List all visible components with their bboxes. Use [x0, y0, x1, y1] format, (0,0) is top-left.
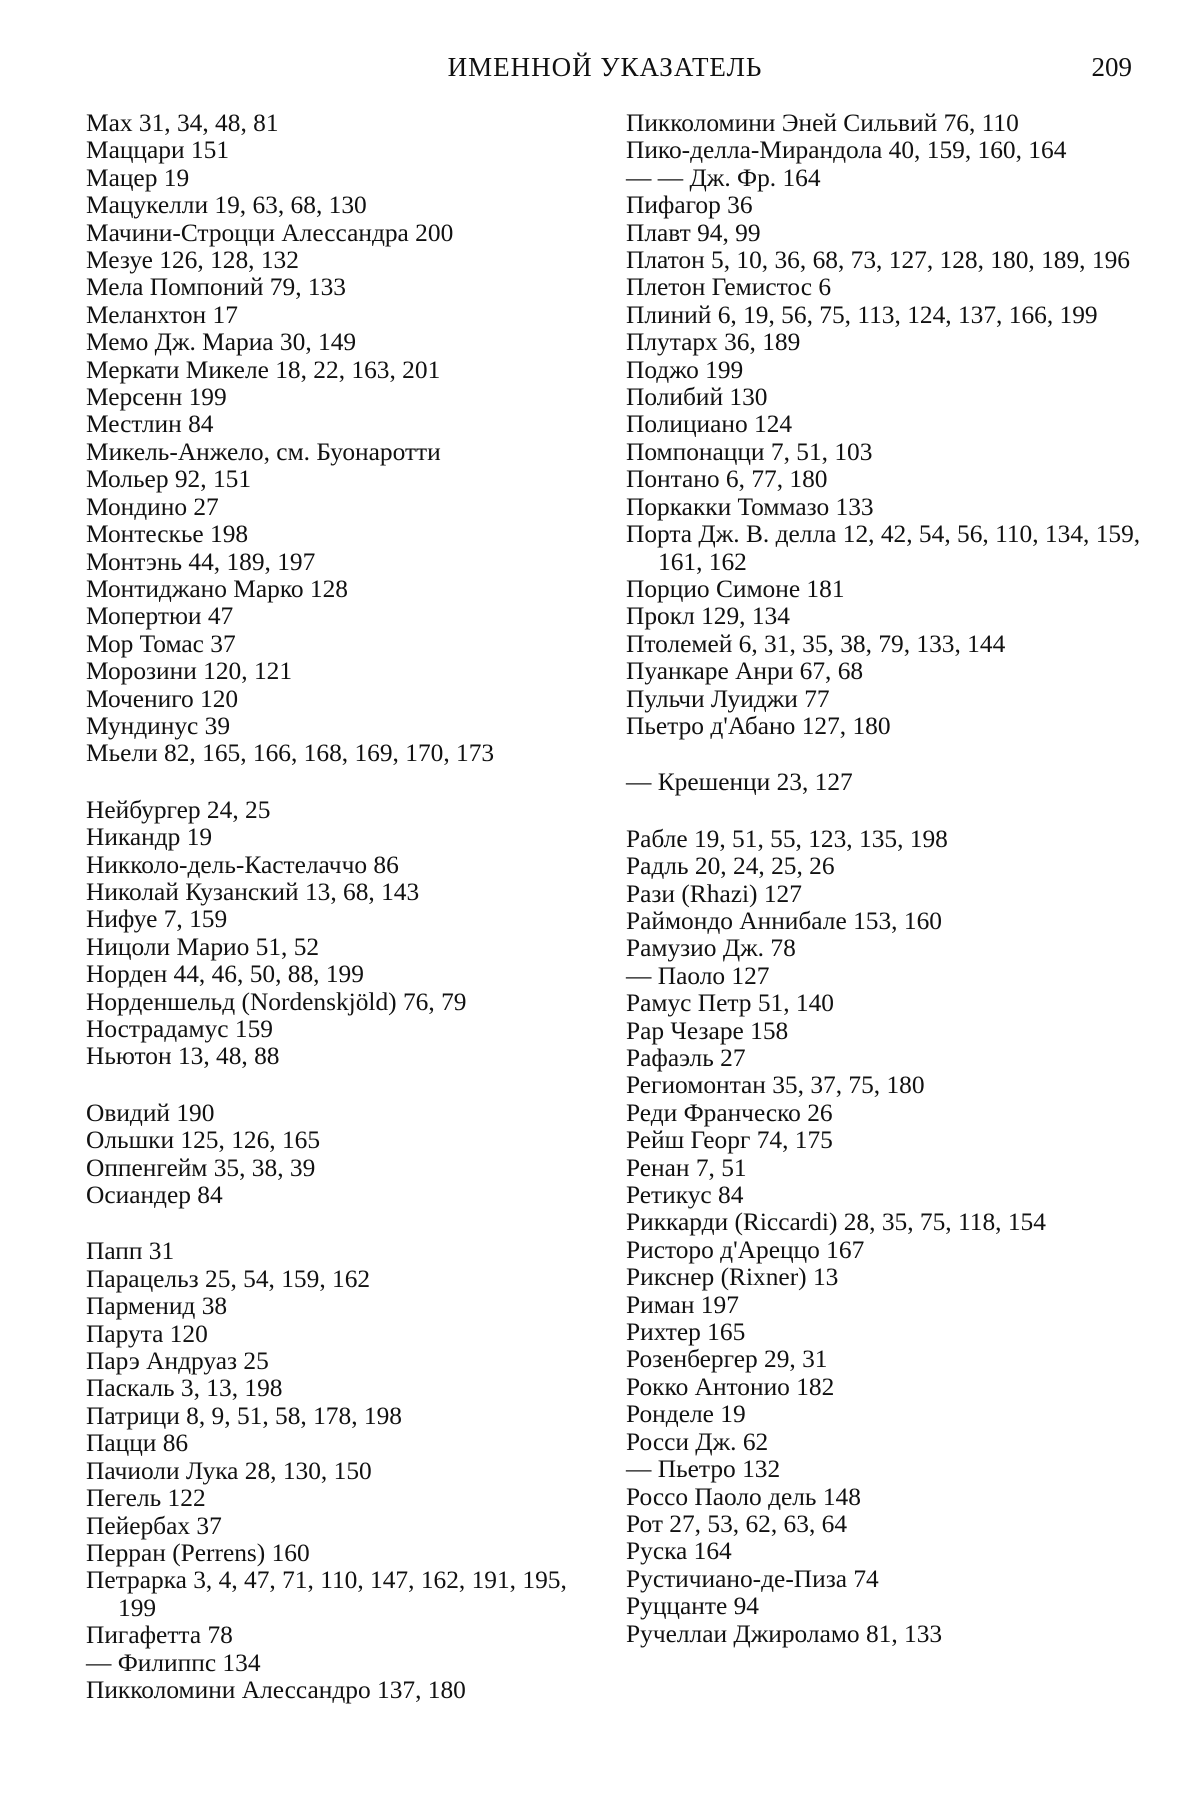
index-entry: Петрарка 3, 4, 47, 71, 110, 147, 162, 191, 195, 199 [86, 1566, 567, 1622]
index-entry: — Филиппс 134 [86, 1648, 261, 1677]
index-entry: Рабле 19, 51, 55, 123, 135, 198 [626, 824, 948, 853]
index-column-left [86, 110, 606, 1704]
index-entry: Пуанкаре Анри 67, 68 [626, 657, 864, 686]
index-entry: Ристоро д'Ареццо 167 [626, 1235, 865, 1264]
index-entry: Полициано 124 [626, 410, 793, 439]
index-entry: Ницоли Марио 51, 52 [86, 932, 320, 961]
index-entry: Ольшки 125, 126, 165 [86, 1126, 321, 1155]
index-entry: Мерсенн 199 [86, 383, 227, 412]
index-entry: Риккарди (Riccardi) 28, 35, 75, 118, 154 [626, 1208, 1046, 1237]
index-entry: Помпонацци 7, 51, 103 [626, 437, 873, 466]
index-entry: Пачиоли Лука 28, 130, 150 [86, 1456, 372, 1485]
index-entry: Овидий 190 [86, 1098, 215, 1127]
index-entry: Мопертюи 47 [86, 602, 234, 631]
index-entry: Мор Томас 37 [86, 629, 236, 658]
index-entry: Пьетро д'Абано 127, 180 [626, 711, 891, 740]
index-entry: Пифагор 36 [626, 191, 753, 220]
index-entry: Пикколомини Алессандро 137, 180 [86, 1675, 466, 1704]
index-entry: Раймондо Аннибале 153, 160 [626, 906, 942, 935]
index-entry: Никандр 19 [86, 823, 213, 852]
index-entry: — — Дж. Фр. 164 [626, 163, 821, 192]
index-entry: — Крешенци 23, 127 [626, 768, 853, 797]
index-entry: Ручеллаи Джироламо 81, 133 [626, 1619, 943, 1648]
index-entry: Мела Помпоний 79, 133 [86, 273, 346, 302]
index-entry: Ретикус 84 [626, 1181, 744, 1210]
index-entry: Пико-делла-Мирандола 40, 159, 160, 164 [626, 136, 1067, 165]
index-entry: Плетон Гемистос 6 [626, 273, 832, 302]
index-entry: Нейбургер 24, 25 [86, 795, 271, 824]
index-entry: Меркати Микеле 18, 22, 163, 201 [86, 355, 441, 384]
index-entry: Меланхтон 17 [86, 300, 238, 329]
index-entry: Рази (Rhazi) 127 [626, 879, 802, 908]
index-entry: Норденшельд (Nordenskjöld) 76, 79 [86, 987, 467, 1016]
index-entry: Рамус Петр 51, 140 [626, 989, 834, 1018]
index-entry: Рихтер 165 [626, 1318, 746, 1347]
index-entry: Поркакки Томмазо 133 [626, 492, 874, 521]
index-entry: Рейш Георг 74, 175 [626, 1126, 833, 1155]
index-entry: Понтано 6, 77, 180 [626, 465, 828, 494]
index-entry: Пейербах 37 [86, 1511, 222, 1540]
index-entry: Николай Кузанский 13, 68, 143 [86, 877, 420, 906]
index-entry: Мьели 82, 165, 166, 168, 169, 170, 173 [86, 739, 495, 768]
index-entry: Оппенгейм 35, 38, 39 [86, 1153, 316, 1182]
index-entry: Поджо 199 [626, 355, 744, 384]
index-entry: Птолемей 6, 31, 35, 38, 79, 133, 144 [626, 629, 1006, 658]
running-header [80, 52, 1130, 92]
index-entry: Ньютон 13, 48, 88 [86, 1042, 280, 1071]
index-entry: Парэ Андруаз 25 [86, 1347, 269, 1376]
index-entry: Рамузио Дж. 78 [626, 934, 796, 963]
index-entry: Мочениго 120 [86, 684, 239, 713]
index-entry: Плутарх 36, 189 [626, 328, 801, 357]
index-entry: Радль 20, 24, 25, 26 [626, 852, 835, 881]
index-entry: Рустичиано-де-Пиза 74 [626, 1564, 879, 1593]
index-entry: Мемо Дж. Мариа 30, 149 [86, 328, 357, 357]
index-entry: Норден 44, 46, 50, 88, 199 [86, 960, 364, 989]
index-entry: Риман 197 [626, 1290, 739, 1319]
index-entry: Монтэнь 44, 189, 197 [86, 547, 316, 576]
index-entry: Росси Дж. 62 [626, 1427, 769, 1456]
index-entry: Перран (Perrens) 160 [86, 1538, 310, 1567]
index-entry: Россо Паоло дель 148 [626, 1482, 861, 1511]
index-entry: Местлин 84 [86, 410, 214, 439]
index-entry: Прокл 129, 134 [626, 602, 790, 631]
index-entry: Нострадамус 159 [86, 1015, 273, 1043]
index-column-right [626, 110, 1146, 1648]
index-entry: Нифуе 7, 159 [86, 905, 228, 934]
index-entry: Рафаэль 27 [626, 1044, 746, 1072]
index-entry: Никколо-дель-Кастелаччо 86 [86, 850, 399, 879]
index-entry: Ренан 7, 51 [626, 1153, 747, 1182]
index-entry: Микель-Анжело, см. Буонаротти [86, 437, 441, 466]
index-entry: Патрици 8, 9, 51, 58, 178, 198 [86, 1401, 402, 1430]
index-entry: Региомонтан 35, 37, 75, 180 [626, 1071, 925, 1100]
index-entry: Монтескье 198 [86, 520, 249, 549]
index-entry: Реди Франческо 26 [626, 1098, 833, 1127]
index-entry: Плиний 6, 19, 56, 75, 113, 124, 137, 166, 199 [626, 300, 1098, 329]
index-entry: Мондино 27 [86, 492, 219, 521]
page-number: 209 [1091, 52, 1132, 82]
index-entry: Паскаль 3, 13, 198 [86, 1374, 283, 1403]
index-entry: Мундинус 39 [86, 711, 231, 740]
index-entry: Рар Чезаре 158 [626, 1016, 789, 1045]
index-entry: Мольер 92, 151 [86, 465, 252, 494]
index-entry: — Пьетро 132 [626, 1455, 781, 1484]
index-entry: Розенбергер 29, 31 [626, 1345, 828, 1374]
index-entry: Парута 120 [86, 1319, 208, 1348]
index-entry: Парацельз 25, 54, 159, 162 [86, 1264, 371, 1293]
index-entry: Порцио Симоне 181 [626, 574, 845, 603]
index-entry: Монтиджано Марко 128 [86, 574, 348, 603]
index-entry: Мацер 19 [86, 163, 190, 192]
index-entry: Пацци 86 [86, 1429, 189, 1458]
index-entry: Мах 31, 34, 48, 81 [86, 109, 279, 137]
index-entry: Маццари 151 [86, 136, 230, 165]
index-entry: Рикснер (Rixner) 13 [626, 1263, 839, 1292]
index-entry: Рот 27, 53, 62, 63, 64 [626, 1509, 848, 1538]
index-entry: Морозини 120, 121 [86, 657, 293, 686]
index-entry: Парменид 38 [86, 1292, 228, 1321]
index-entry: Пикколомини Эней Сильвий 76, 110 [626, 109, 1019, 137]
index-entry: Пигафетта 78 [86, 1621, 233, 1650]
index-entry: — Паоло 127 [626, 961, 770, 990]
index-entry: Руццанте 94 [626, 1592, 759, 1621]
page-title: ИМЕННОЙ УКАЗАТЕЛЬ [447, 52, 763, 82]
index-entry: Руска 164 [626, 1537, 732, 1566]
index-entry: Платон 5, 10, 36, 68, 73, 127, 128, 180, 189, 196 [626, 246, 1130, 275]
index-entry: Пегель 122 [86, 1484, 206, 1513]
index-entry: Папп 31 [86, 1237, 175, 1266]
index-entry: Ронделе 19 [626, 1400, 746, 1429]
index-entry: Пульчи Луиджи 77 [626, 684, 830, 713]
index-entry: Мачини-Строцци Алессандра 200 [86, 218, 454, 247]
index-entry: Полибий 130 [626, 383, 768, 412]
index-entry: Рокко Антонио 182 [626, 1372, 835, 1401]
index-entry: Осиандер 84 [86, 1181, 223, 1210]
index-entry: Мезуе 126, 128, 132 [86, 246, 299, 275]
index-entry: Мацукелли 19, 63, 68, 130 [86, 191, 367, 220]
index-entry: Порта Дж. В. делла 12, 42, 54, 56, 110, 134, 159, 161, 162 [626, 520, 1141, 576]
index-entry: Плавт 94, 99 [626, 218, 761, 247]
